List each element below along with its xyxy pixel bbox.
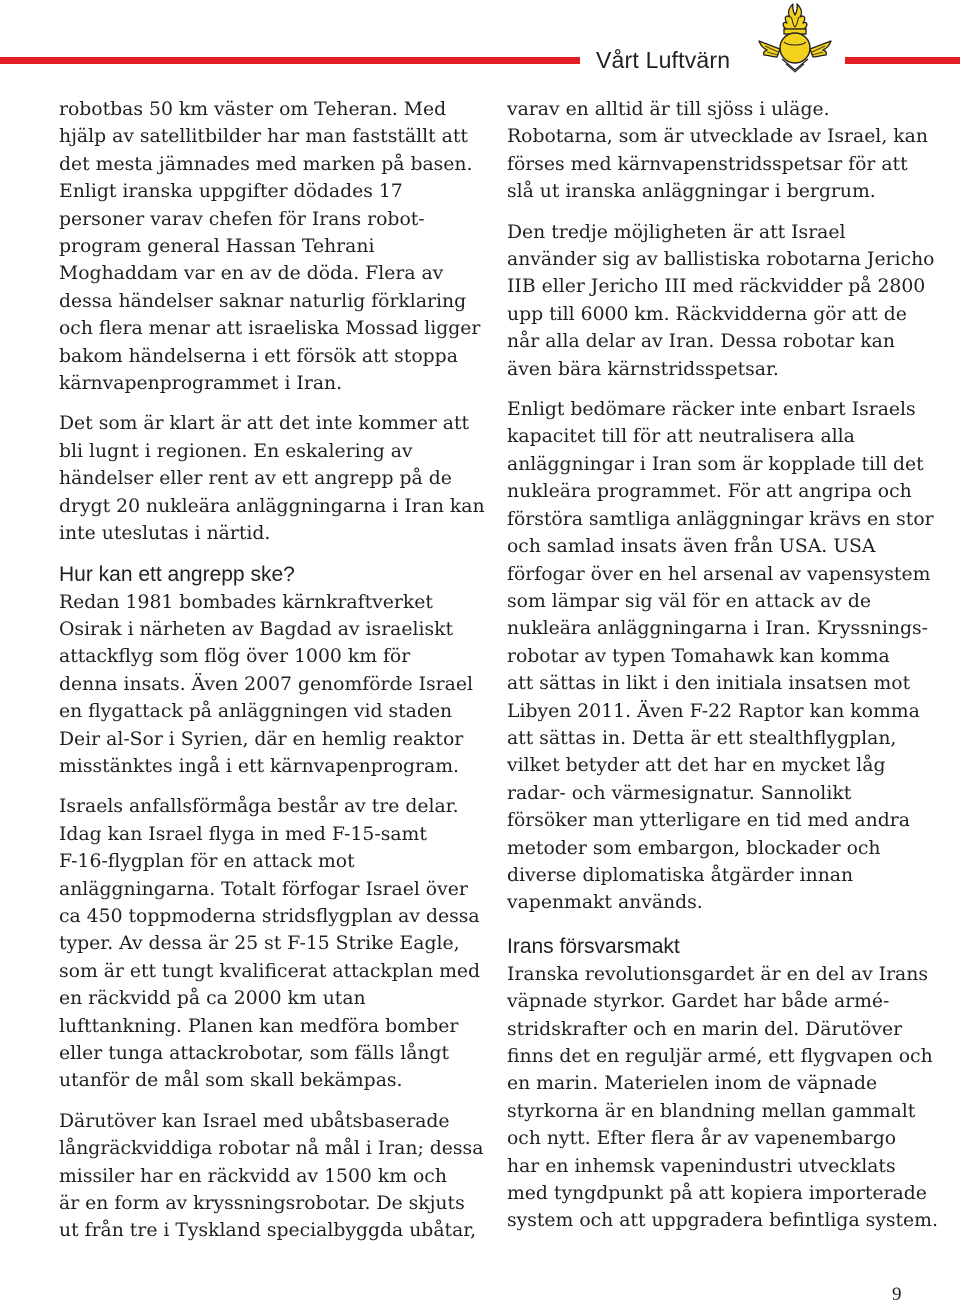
left-column [59,96,485,1245]
body-paragraph: Iranska revolutionsgardet är en del av Irans väpnade styrkor. Gardet har både armé- stridskrafter och en marin del. Därutöver finns det en reguljär armé, ett flygvapen och en marin. Materielen inom de väpnade styrkorna är en blandning mellan gammalt och nytt. Efter flera år av vapenembargo har en inhemsk vapenindustri utvecklats med tyngdpunkt på att kopiera importerade system och att uppgradera befintliga system. [507,963,938,1232]
section-heading: Irans försvarsmakt [507,934,680,958]
artillery-grenade-emblem-icon [757,2,833,74]
body-paragraph: robotbas 50 km väster om Teheran. Med hjälp av satellitbilder har man fastställt att det mesta jämnades med marken på basen. Enligt iranska uppgifter dödades 17 personer varav chefen för Irans robot- program general Hassan Tehrani Moghaddam var en av de döda. Flera av dessa händelser saknar naturlig förklaring och flera menar att israeliska Mossad ligger bakom händelserna i ett försök att stoppa kärnvapenprogrammet i Iran. [59,99,481,395]
page-number: 9 [892,1284,902,1305]
body-paragraph: Den tredje möjligheten är att Israel använder sig av ballistiska robotarna Jericho IIB eller Jericho III med räckvidder på 2800 upp till 6000 km. Räckvidderna gör att de når alla delar av Iran. Dessa robotar kan även bära kärnstridsspetsar. [507,221,935,380]
body-paragraph: Det som är klart är att det inte kommer att bli lugnt i regionen. En eskalering av händelser eller rent av ett angrepp på de drygt 20 nukleära anläggningarna i Iran kan inte uteslutas i närtid. [59,413,485,545]
body-paragraph: Därutöver kan Israel med ubåtsbaserade långräckviddiga robotar nå mål i Iran; dessa missiler har en räckvidd av 1500 km och är en form av kryssningsrobotar. De skjuts ut från tre i Tyskland specialbyggda ubåtar, [59,1110,484,1242]
magazine-title: Vårt Luftvärn [596,47,731,73]
header-rule-left [0,57,580,64]
body-paragraph: Redan 1981 bombades kärnkraftverket Osirak i närheten av Bagdad av israeliskt attackflyg som flög över 1000 km för denna insats. Även 2007 genomförde Israel en flygattack på anläggningen vid staden Deir al-Sor i Syrien, där en hemlig reaktor misstänktes ingå i ett kärnvapenprogram. [59,591,473,777]
body-paragraph: Israels anfallsförmåga består av tre delar. Idag kan Israel flyga in med F-15-samt F-16-flygplan för en attack mot anläggningarna. Totalt förfogar Israel över ca 450 toppmoderna stridsflygplan av dessa typer. Av dessa är 25 st F-15 Strike Eagle, som är ett tungt kvalificerat attackplan med en räckvidd på ca 2000 km utan lufttankning. Planen kan medföra bomber eller tunga attackrobotar, som fälls långt utanför de mål som skall bekämpas. [59,796,481,1092]
body-paragraph: Enligt bedömare räcker inte enbart Israels kapacitet till för att neutralisera alla anläggningar i Iran som är kopplade till det nukleära programmet. För att angripa och förstöra samtliga anläggningar krävs en stor och samlad insats även från USA. USA förfogar över en hel arsenal av vapensystem som lämpar sig väl för en attack av de nukleära anläggningarna i Iran. Kryssnings- robotar av typen Tomahawk kan komma att sättas in likt i den initiala insatsen mot Libyen 2011. Även F-22 Raptor kan komma att sättas in. Detta är ett stealthflygplan, vilket betyder att det har en mycket låg radar- och värmesignatur. Sannolikt försöker man ytterligare en tid med andra metoder som embargon, blockader och diverse diplomatiska åtgärder innan vapenmakt används. [507,399,934,914]
header-rule-right [845,57,960,64]
right-column [507,96,938,1235]
body-paragraph: varav en alltid är till sjöss i uläge. Robotarna, som är utvecklade av Israel, kan förses med kärnvapenstridsspetsar för att slå ut iranska anläggningar i bergrum. [507,99,928,203]
section-heading: Hur kan ett angrepp ske? [59,562,295,586]
